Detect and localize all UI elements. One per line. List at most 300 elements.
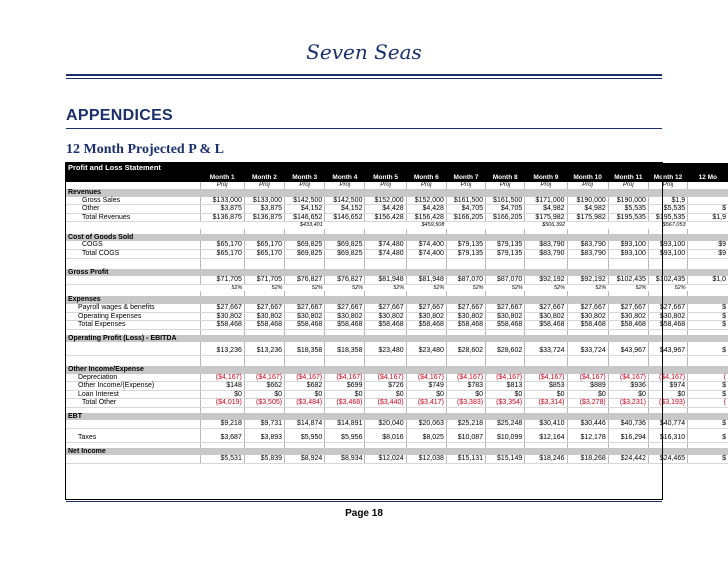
month-header-blank (66, 173, 200, 182)
row-value: $12,038 (406, 455, 446, 463)
row-value: $27,667 (648, 304, 687, 312)
row-label (66, 284, 200, 291)
row-value: $27,667 (325, 304, 365, 312)
row-value: $30,802 (648, 312, 687, 321)
row-value (567, 296, 608, 304)
row-value (200, 335, 244, 343)
row-value (446, 413, 485, 421)
row-value: $0 (486, 390, 525, 399)
row-value (688, 269, 728, 277)
row-value (244, 222, 284, 229)
month-header: 12 Mo (688, 173, 728, 182)
row-label: Payroll wages & benefits (66, 304, 200, 312)
row-value: $69,825 (325, 241, 365, 249)
table-row (66, 197, 728, 205)
row-label: Gross Sales (66, 197, 200, 205)
row-value (365, 366, 406, 374)
row-value (446, 189, 485, 197)
row-value: $1,0 (688, 276, 728, 284)
row-value (688, 413, 728, 421)
row-value (325, 234, 365, 242)
row-value (688, 448, 728, 456)
row-value: $8,934 (325, 455, 365, 463)
row-value (567, 335, 608, 343)
row-value: $853 (525, 382, 567, 391)
row-value (486, 448, 525, 456)
row-value (608, 413, 648, 421)
row-value: $0 (567, 390, 608, 399)
row-value: $133,000 (244, 197, 284, 205)
row-value: $87,070 (486, 276, 525, 284)
row-value (325, 448, 365, 456)
row-value: $9,731 (244, 420, 284, 428)
section-row (66, 413, 728, 421)
row-value (244, 296, 284, 304)
row-value: $142,500 (285, 197, 325, 205)
row-value: $81,948 (406, 276, 446, 284)
section-row (66, 234, 728, 242)
row-value: $93,100 (608, 250, 648, 259)
proj-label: Proj (525, 182, 567, 189)
row-value: 52% (674, 284, 686, 291)
row-value: $27,667 (608, 304, 648, 312)
proj-label: Proj (200, 182, 244, 189)
row-value: $9,218 (200, 420, 244, 428)
row-value: $15,131 (446, 455, 485, 463)
row-value: $65,170 (200, 250, 244, 259)
row-value (567, 448, 608, 456)
row-value: $18,246 (525, 455, 567, 463)
row-value: $58,468 (406, 321, 446, 330)
row-value: $699 (325, 382, 365, 391)
row-value (406, 189, 446, 197)
row-value (200, 222, 244, 229)
row-value (688, 189, 728, 197)
row-value: ($4,167) (525, 374, 567, 382)
row-value: $92,192 (567, 276, 608, 284)
section-row (66, 335, 728, 343)
row-value: $27,667 (365, 304, 406, 312)
row-value (244, 335, 284, 343)
section-row (66, 189, 728, 197)
row-value (200, 296, 244, 304)
month-header: Month 8 (486, 173, 525, 182)
row-value (285, 413, 325, 421)
month-header: Month 2 (244, 173, 284, 182)
row-value: $4,705 (486, 205, 525, 214)
row-value: $27,667 (446, 304, 485, 312)
row-value (648, 448, 687, 456)
row-value: ($4,167) (608, 374, 648, 382)
row-value: $30,802 (608, 312, 648, 321)
row-value: $30,802 (244, 312, 284, 321)
month-header-row (66, 173, 728, 182)
table-row (66, 312, 728, 321)
row-value (648, 269, 687, 277)
row-label: Other Income/(Expense) (66, 382, 200, 391)
row-value: $58,468 (608, 321, 648, 330)
proj-label (688, 182, 728, 189)
row-value: $0 (525, 390, 567, 399)
proj-label: Proj (648, 182, 687, 189)
row-value: $0 (244, 390, 284, 399)
row-value: $146,652 (285, 213, 325, 222)
sheet-title-row (66, 163, 728, 173)
row-label: Expenses (66, 296, 200, 304)
table-row (66, 420, 728, 428)
row-value: $93,100 (648, 241, 687, 249)
row-value (525, 413, 567, 421)
row-value: $43,967 (608, 347, 648, 355)
row-value: $ (688, 390, 728, 399)
proj-label: Proj (446, 182, 485, 189)
row-value (688, 335, 728, 343)
row-value (365, 413, 406, 421)
row-label: Operating Expenses (66, 312, 200, 321)
row-value: $783 (446, 382, 485, 391)
row-value (688, 234, 728, 242)
row-value: $16,294 (608, 434, 648, 442)
row-value: $175,982 (567, 213, 608, 222)
row-value: $1,9 (648, 197, 687, 205)
row-value: 52% (351, 284, 363, 291)
row-value: $14,874 (285, 420, 325, 428)
row-value (446, 296, 485, 304)
row-value: $20,040 (365, 420, 406, 428)
proj-label: Proj (244, 182, 284, 189)
row-value: $18,358 (285, 347, 325, 355)
row-value: $65,170 (200, 241, 244, 249)
row-value: $15,149 (486, 455, 525, 463)
row-value: $83,790 (567, 241, 608, 249)
month-header: Month 7 (446, 173, 485, 182)
row-value: 52% (271, 284, 283, 291)
row-value: $58,468 (446, 321, 485, 330)
row-value: $18,268 (567, 455, 608, 463)
row-value: $175,982 (525, 213, 567, 222)
row-value: ($3,278) (567, 399, 608, 408)
row-value: ( (688, 399, 728, 408)
row-value: $749 (406, 382, 446, 391)
section-row (66, 269, 728, 277)
row-value: $133,000 (200, 197, 244, 205)
row-value: ($4,167) (365, 374, 406, 382)
row-value: $148 (200, 382, 244, 391)
row-value (200, 366, 244, 374)
row-value (608, 448, 648, 456)
row-value: $58,468 (648, 321, 687, 330)
row-value: ($3,484) (285, 399, 325, 408)
row-value: $433,401 (299, 222, 323, 229)
row-value (406, 335, 446, 343)
row-label (66, 420, 200, 428)
row-value: 52% (393, 284, 405, 291)
row-value: $12,024 (365, 455, 406, 463)
row-value: $5,956 (325, 434, 365, 442)
row-label: Taxes (66, 434, 200, 442)
table-row (66, 321, 728, 330)
row-label: Total Expenses (66, 321, 200, 330)
row-value: $146,652 (325, 213, 365, 222)
row-value: $974 (648, 382, 687, 391)
row-value: $190,000 (608, 197, 648, 205)
row-value (200, 269, 244, 277)
row-value: $43,967 (648, 347, 687, 355)
row-value: 52% (311, 284, 323, 291)
row-label: Revenues (66, 189, 200, 197)
row-value: $30,410 (525, 420, 567, 428)
proj-label: Proj (406, 182, 446, 189)
row-value: $27,667 (525, 304, 567, 312)
header-rule-thin (66, 78, 662, 79)
row-value: $ (688, 321, 728, 330)
month-header: Month 4 (325, 173, 365, 182)
row-value: $30,802 (365, 312, 406, 321)
row-value (648, 413, 687, 421)
row-value (285, 234, 325, 242)
proj-label: Proj (325, 182, 365, 189)
row-value (325, 222, 365, 229)
table-row (66, 213, 728, 222)
row-value: $10,099 (486, 434, 525, 442)
row-value: $27,667 (200, 304, 244, 312)
row-value (648, 335, 687, 343)
row-value: ($4,167) (325, 374, 365, 382)
row-value: $4,705 (446, 205, 485, 214)
row-value: $33,724 (567, 347, 608, 355)
month-header: Month 1 (200, 173, 244, 182)
row-label: Gross Profit (66, 269, 200, 277)
month-header: Month 10 (567, 173, 608, 182)
row-value (567, 189, 608, 197)
row-value: $23,480 (365, 347, 406, 355)
row-value: $9 (688, 241, 728, 249)
row-value: $102,435 (648, 276, 687, 284)
row-value: $58,468 (486, 321, 525, 330)
table-row (66, 399, 728, 408)
row-label: Depreciation (66, 374, 200, 382)
row-label: Loan Interest (66, 390, 200, 399)
row-value: $28,602 (446, 347, 485, 355)
sheet-title: Profit and Loss Statement (66, 163, 728, 173)
row-value: $74,480 (365, 250, 406, 259)
row-value (285, 366, 325, 374)
table-row (66, 205, 728, 214)
row-value (525, 366, 567, 374)
row-label (66, 347, 200, 355)
row-value (325, 366, 365, 374)
section-row (66, 366, 728, 374)
table-row (66, 374, 728, 382)
table-row (66, 276, 728, 284)
row-value (525, 269, 567, 277)
row-value: $567,053 (662, 222, 686, 229)
table-row (66, 382, 728, 391)
row-value: $40,736 (608, 420, 648, 428)
row-value (285, 296, 325, 304)
row-value: ($4,167) (446, 374, 485, 382)
row-value (244, 269, 284, 277)
row-value (525, 189, 567, 197)
row-value (608, 366, 648, 374)
row-value: ($3,468) (325, 399, 365, 408)
row-value (365, 234, 406, 242)
row-value: $195,535 (608, 213, 648, 222)
row-value: ($4,167) (486, 374, 525, 382)
row-value (325, 296, 365, 304)
row-value: $0 (285, 390, 325, 399)
table-row (66, 250, 728, 259)
row-value: $ (688, 205, 728, 214)
row-value (406, 448, 446, 456)
row-value: $14,891 (325, 420, 365, 428)
row-value: ($4,167) (648, 374, 687, 382)
row-value: ($4,167) (285, 374, 325, 382)
row-value: $30,802 (486, 312, 525, 321)
row-value: $166,205 (486, 213, 525, 222)
row-value: $30,446 (567, 420, 608, 428)
row-label: Total Revenues (66, 213, 200, 222)
row-value: $24,465 (648, 455, 687, 463)
row-label: COGS (66, 241, 200, 249)
row-value (285, 335, 325, 343)
row-value: $5,950 (285, 434, 325, 442)
row-value: $76,827 (325, 276, 365, 284)
row-value: $3,875 (244, 205, 284, 214)
section-row (66, 296, 728, 304)
row-value (200, 234, 244, 242)
row-value: $0 (406, 390, 446, 399)
row-value: $ (688, 434, 728, 442)
proj-label: Proj (365, 182, 406, 189)
page-number: Page 18 (345, 508, 383, 519)
section-row (66, 448, 728, 456)
row-value: ( (688, 374, 728, 382)
row-value: $190,000 (567, 197, 608, 205)
row-value: $74,480 (365, 241, 406, 249)
row-value (365, 335, 406, 343)
row-value: $0 (608, 390, 648, 399)
proj-label: Proj (285, 182, 325, 189)
row-value: $726 (365, 382, 406, 391)
row-value: $30,802 (285, 312, 325, 321)
table-row (66, 390, 728, 399)
row-value: $83,790 (567, 250, 608, 259)
row-value: ($3,314) (525, 399, 567, 408)
row-label (66, 455, 200, 463)
table-row (66, 347, 728, 355)
section-subtitle: 12 Month Projected P & L (66, 142, 224, 157)
row-value: $156,428 (365, 213, 406, 222)
row-value: $13,236 (244, 347, 284, 355)
row-value: $ (688, 455, 728, 463)
month-header: Month 9 (525, 173, 567, 182)
row-value: $58,468 (244, 321, 284, 330)
row-value: $87,070 (446, 276, 485, 284)
row-value: ($4,167) (244, 374, 284, 382)
row-value: $65,170 (244, 241, 284, 249)
row-value: $5,531 (200, 455, 244, 463)
row-value: $23,480 (406, 347, 446, 355)
row-value: 52% (231, 284, 243, 291)
month-header: Month 11 (608, 173, 648, 182)
row-value (486, 222, 525, 229)
row-value: $936 (608, 382, 648, 391)
row-value: $3,875 (200, 205, 244, 214)
row-value (567, 269, 608, 277)
row-value: $18,358 (325, 347, 365, 355)
month-header: Month 6 (406, 173, 446, 182)
row-value (486, 234, 525, 242)
row-value (244, 366, 284, 374)
row-value (285, 189, 325, 197)
row-value: $58,468 (325, 321, 365, 330)
pl-spreadsheet (66, 163, 726, 499)
table-row (66, 455, 728, 463)
row-value: $102,435 (608, 276, 648, 284)
row-value (486, 366, 525, 374)
row-value: ($3,354) (486, 399, 525, 408)
row-value (446, 234, 485, 242)
row-value: $79,135 (486, 241, 525, 249)
row-value: $682 (285, 382, 325, 391)
row-value: $ (688, 420, 728, 428)
month-header: Month 5 (365, 173, 406, 182)
row-label: Cost of Goods Sold (66, 234, 200, 242)
row-value (486, 335, 525, 343)
row-value (608, 234, 648, 242)
row-value: $76,827 (285, 276, 325, 284)
row-value (325, 189, 365, 197)
row-value (567, 366, 608, 374)
row-value: $30,802 (406, 312, 446, 321)
row-value: $58,468 (200, 321, 244, 330)
row-value: $79,135 (446, 250, 485, 259)
row-value (285, 448, 325, 456)
row-value: $9 (688, 250, 728, 259)
row-label: Total Other (66, 399, 200, 408)
row-value: ($4,019) (200, 399, 244, 408)
row-value (200, 189, 244, 197)
document-header-title: Seven Seas (306, 40, 422, 64)
row-value (200, 413, 244, 421)
row-value: $ (688, 382, 728, 391)
row-value (244, 234, 284, 242)
row-value (406, 296, 446, 304)
row-value (525, 234, 567, 242)
proj-blank (66, 182, 200, 189)
row-value: $195,535 (648, 213, 687, 222)
row-value: $4,982 (567, 205, 608, 214)
section-title: APPENDICES (66, 107, 174, 124)
row-value: $30,802 (200, 312, 244, 321)
row-value: $166,205 (446, 213, 485, 222)
row-value: $8,025 (406, 434, 446, 442)
row-label: Operating Profit (Loss) - EBITDA (66, 335, 200, 343)
row-label: Total COGS (66, 250, 200, 259)
row-value (365, 189, 406, 197)
row-value (325, 335, 365, 343)
row-value: $27,667 (285, 304, 325, 312)
row-value (244, 448, 284, 456)
row-value (406, 269, 446, 277)
header-rule (66, 74, 662, 76)
row-value: $69,825 (285, 241, 325, 249)
row-value: $4,428 (365, 205, 406, 214)
row-value (688, 366, 728, 374)
row-value: $459,508 (421, 222, 445, 229)
row-value: $10,087 (446, 434, 485, 442)
